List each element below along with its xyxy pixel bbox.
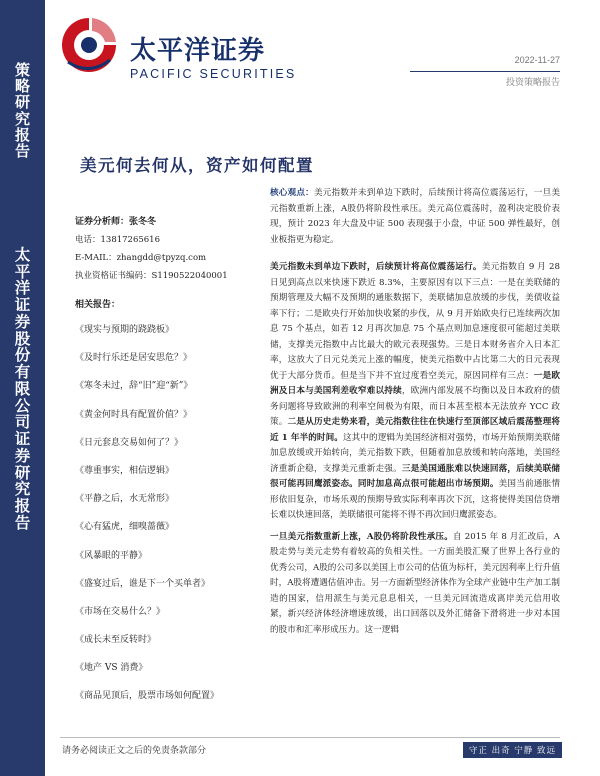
related-report-item[interactable]: 《成长未至反转时》 bbox=[75, 635, 157, 646]
section-1-lead: 美元指数未到单边下跌时，后续预计将高位震荡运行。 bbox=[270, 262, 482, 272]
report-title: 美元何去何从，资产如何配置 bbox=[80, 156, 314, 175]
related-report-item[interactable]: 《地产 VS 消费》 bbox=[75, 663, 148, 674]
section-1-text-c: ，欧洲内部发展不均衡以及日本政府的债务问题将导致欧洲的利率空间极为有限，而日本甚至根本无法放弃 YCC 政策。 bbox=[270, 386, 560, 427]
analyst-name: 证券分析师：张冬冬 bbox=[75, 217, 157, 227]
related-reports-list bbox=[75, 322, 265, 717]
core-view-label: 核心观点： bbox=[270, 188, 314, 198]
section-1-point-3: 三是美国通胀难以快速回落，后续美联储很可能再回鹰派姿态。同时加息高点很可能超出市场预期。 bbox=[270, 463, 560, 489]
related-report-item[interactable]: 《日元套息交易如何了？》 bbox=[75, 437, 184, 448]
main-body bbox=[270, 186, 560, 644]
brand bbox=[130, 36, 296, 81]
section-2-lead: 一旦美元指数重新上涨，A股仍将阶段性承压。 bbox=[270, 531, 454, 542]
related-report-item[interactable]: 《尊重事实，相信逻辑》 bbox=[75, 465, 175, 476]
section-1-point-1: 一是欧洲及日本与美国利差收窄难以持续 bbox=[270, 370, 560, 396]
analyst-info bbox=[75, 213, 255, 285]
core-view-text: 美元指数并未到单边下跌时，后续预计将高位震荡运行，一旦美元指数重新上涨，A股仍将阶段性承压。美元高位震荡时，盈利决定股价表现，预计 2023 年大盘及中证 500 表现强于小盘，中证 500 弹性最好，创业板指更为稳定。 bbox=[270, 188, 560, 245]
related-report-item[interactable]: 《及时行乐还是居安思危？》 bbox=[75, 353, 193, 364]
report-date: 2022-11-27 bbox=[514, 55, 560, 65]
section-1-text-g: 美国当前通胀情形依旧复杂，市场乐观的预期导致实际利率再次下沉，这将使得美国信贷增长难以快速回落，美联储很可能将不得不再次回归鹰派姿态。 bbox=[270, 479, 560, 520]
analyst-email: E-MAIL：zhangdd@tpyzq.com bbox=[75, 253, 207, 263]
footer-slogan: 守正 出奇 宁静 致远 bbox=[463, 742, 562, 758]
sidebar-bottom-label: 太 平 洋 证 券 股 份 有 限 公 司 证 券 研 究 报 告 bbox=[14, 246, 31, 532]
section-1-text-a: 美元指数自 9 月 28 日见到高点以来快速下跌近 8.3%，主要原因有以下三点：一是在美联储的预期管理及大幅不及预期的通胀数据下，美联储加息放缓的步伐，美债收益率下行；二是欧央行开始加快收紧的步伐，从 9 月开始欧央行已连续两次加息 75 个基点，如若 12 月再次加息 75 个基点则加息速度很可能超过美联储，支撑美元指数中占比最大的欧元表现强势。三是日本财务省介入日本汇率，这放大了日元兑美元上涨的幅度，使美元指数中占比第二大的日元表现优于大部分货币。但是当下并不宜过度看空美元，原因同样有三点： bbox=[270, 262, 560, 381]
related-report-item[interactable]: 《平静之后，水无常形》 bbox=[75, 494, 175, 505]
related-report-item[interactable]: 《黄金何时具有配置价值？》 bbox=[75, 409, 193, 420]
related-reports-heading: 相关报告： bbox=[75, 300, 121, 310]
related-report-item[interactable]: 《盛宴过后，谁是下一个买单者》 bbox=[75, 578, 211, 589]
sidebar-top-label: 策 略 研 究 报 告 bbox=[14, 61, 30, 160]
related-report-item[interactable]: 《商品见顶后，股票市场如何配置》 bbox=[75, 691, 220, 702]
analyst-cert: 执业资格证书编码：S1190522040001 bbox=[75, 271, 228, 281]
section-1-text-e: 这其中的逻辑为美国经济相对强势，市场开始预期美联储加息放缓或开始转向，美元指数下跌，但随着加息放缓和转向落地，美国经济重新企稳，支撑美元重新走强。 bbox=[270, 432, 560, 474]
sidebar bbox=[0, 0, 45, 776]
section-2-paragraph bbox=[270, 530, 560, 639]
core-view-paragraph bbox=[270, 186, 560, 248]
related-report-item[interactable]: 《市场在交易什么？》 bbox=[75, 606, 166, 617]
brand-name-cn: 太平洋证券 bbox=[130, 36, 266, 66]
analyst-phone: 电话：13817265616 bbox=[75, 235, 160, 245]
brand-name-en: PACIFIC SECURITIES bbox=[130, 67, 297, 81]
related-report-item[interactable]: 《风暴眼的平静》 bbox=[75, 550, 148, 561]
related-report-item[interactable]: 《心有猛虎，细嗅蔷薇》 bbox=[75, 522, 175, 533]
footer-divider bbox=[60, 737, 560, 738]
section-1-paragraph bbox=[270, 260, 560, 524]
header-divider bbox=[410, 71, 560, 72]
related-report-item[interactable]: 《寒冬未过，辞“旧”迎“新”》 bbox=[75, 381, 193, 392]
section-2-text: 自 2015 年 8 月汇改后，A股走势与美元走势有着较高的负相关性。一方面美股汇聚了世界上各行业的优秀公司，A股的公司多以美国上市公司的估值为标杆，美元因利率上行升值时，A股将遭遇估值冲击。另一方面新型经济体作为全球产业链中生产加工制造的国家，信用派生与美元息息相关，一旦美元回流造成离岸美元信用收紧，新兴经济体经济增速放缓，出口回落以及外汇储备下滑将进一步对本国的股市和汇率形成压力。这一逻辑 bbox=[270, 531, 560, 635]
footer-disclaimer: 请务必阅读正文之后的免责条款部分 bbox=[62, 746, 207, 756]
pacific-securities-logo bbox=[58, 14, 120, 76]
report-type: 投资策略报告 bbox=[505, 77, 560, 87]
section-1-point-2: 二是从历史走势来看，美元指数往往在快速行至顶部区域后震荡整理将近 1 年半的时间。 bbox=[270, 417, 560, 443]
related-report-item[interactable]: 《现实与预期的跷跷板》 bbox=[75, 325, 175, 335]
